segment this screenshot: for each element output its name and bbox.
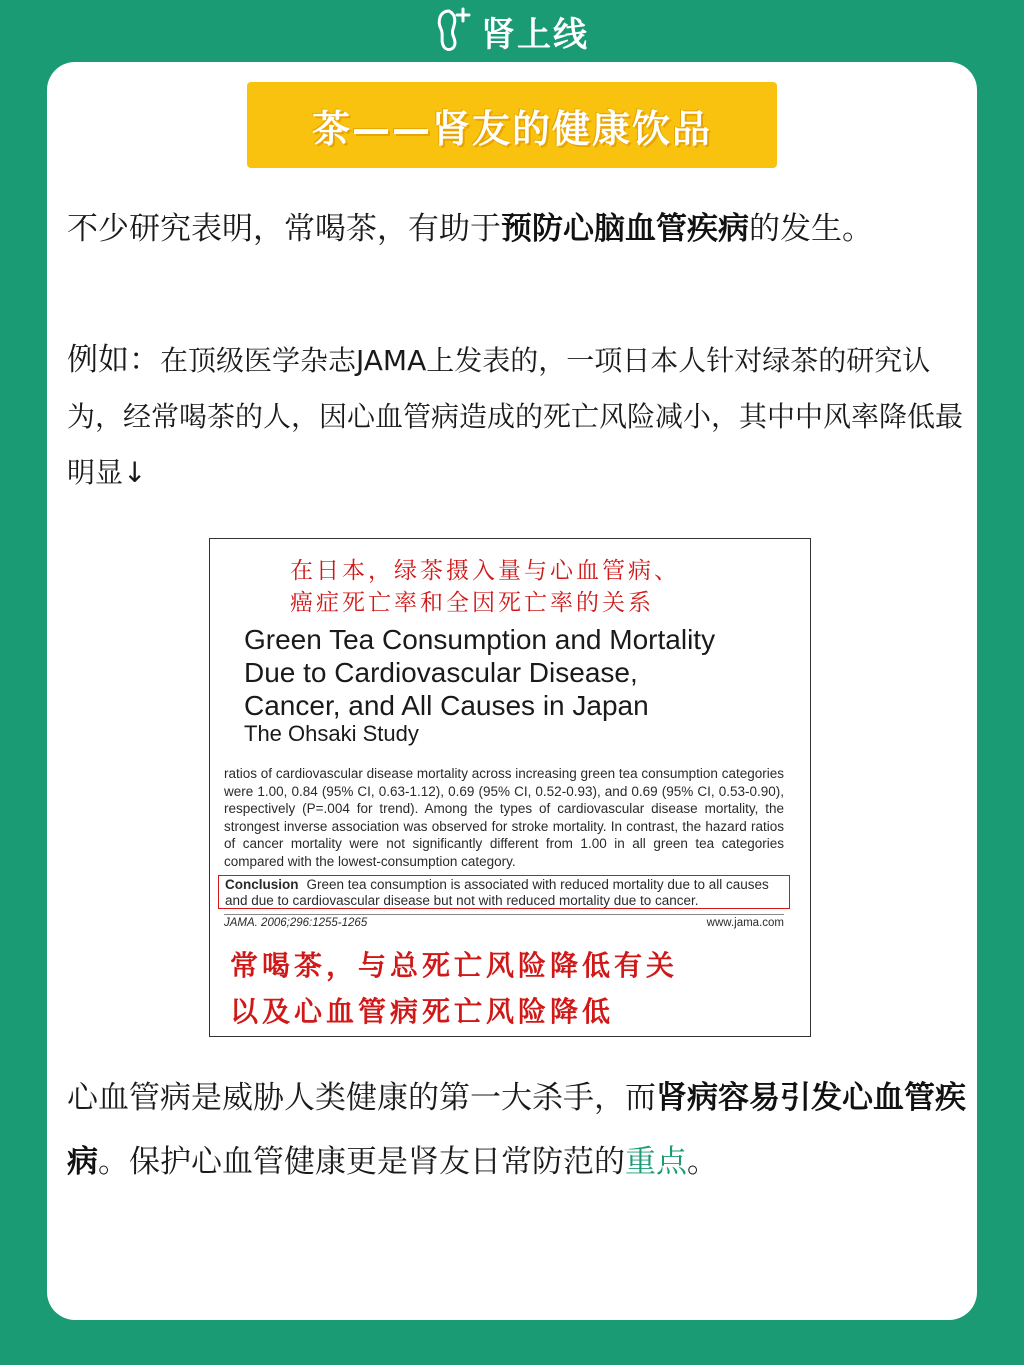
example-text: 在顶级医学杂志JAMA上发表的，一项日本人针对绿茶的研究认为，经常喝茶的人，因心血管病造成的死亡风险减小，其中中风率降低最明显↓ — [67, 344, 964, 489]
conclusion-text: Green tea consumption is associated with reduced mortality due to all causes and due to cardiovascular disease but not with reduced mortality due to cancer. — [225, 877, 769, 908]
conclusion-para-text-c: 。 — [687, 1144, 718, 1180]
figure-paper-title — [244, 623, 804, 722]
kidney-plus-icon — [435, 5, 473, 57]
example-paragraph — [67, 332, 967, 501]
conclusion-label: Conclusion — [225, 877, 299, 892]
study-figure — [209, 538, 811, 1037]
conclusion-para-bold: 肾病容易引发心血管疾病 — [67, 1080, 966, 1180]
intro-paragraph — [67, 204, 967, 254]
intro-text-b: 的发生。 — [749, 211, 873, 247]
figure-footer — [224, 914, 784, 929]
content-card — [47, 62, 977, 1320]
figure-conclusion-box — [218, 875, 790, 909]
conclusion-paragraph — [67, 1066, 967, 1194]
intro-bold: 预防心脑血管疾病 — [501, 211, 749, 247]
figure-cn-bottom-line: 常喝茶，与总死亡风险降低有关 — [230, 949, 679, 982]
intro-text-a: 不少研究表明，常喝茶，有助于 — [67, 211, 501, 247]
figure-cn-bottom-line: 以及心血管病死亡风险降低 — [230, 995, 615, 1028]
title-banner — [247, 82, 777, 168]
example-lead: 例如： — [67, 342, 160, 378]
brand-name: 肾上线 — [481, 14, 589, 55]
figure-abstract: ratios of cardiovascular disease mortality across increasing green tea consumption categories were 1.00, 0.84 (95% CI, 0.63-1.12), 0.69 (95% CI, 0.52-0.93), and 0.69 (95% CI, 0.53-0.90), respectively (P=.004 for trend). Among the types of cardiovascular disease mortality, the strongest inverse association was observed for stroke mortality. In contrast, the hazard ratios of cancer mortality were not significantly different from 1.00 in all green tea categories compared with the lowest-consumption category. — [224, 766, 784, 869]
conclusion-para-accent: 重点 — [625, 1144, 687, 1180]
paper-title-line: Cancer, and All Causes in Japan — [244, 690, 649, 721]
figure-website: www.jama.com — [706, 917, 784, 929]
figure-citation: JAMA. 2006;296:1255-1265 — [224, 917, 368, 929]
paper-title-line: Due to Cardiovascular Disease, — [244, 657, 638, 688]
figure-cn-annotation-top — [290, 555, 810, 619]
figure-cn-annotation-bottom — [230, 943, 800, 1035]
conclusion-para-text-a: 心血管病是威胁人类健康的第一大杀手，而 — [67, 1080, 656, 1116]
figure-cn-top-line: 在日本，绿茶摄入量与心血管病、 — [290, 558, 680, 584]
conclusion-para-text-b: 。保护心血管健康更是肾友日常防范的 — [98, 1144, 625, 1180]
figure-cn-top-line: 癌症死亡率和全因死亡率的关系 — [290, 590, 654, 616]
figure-paper-subtitle: The Ohsaki Study — [244, 721, 419, 746]
brand-header — [0, 0, 1024, 62]
paper-title-line: Green Tea Consumption and Mortality — [244, 624, 716, 655]
page-title: 茶——肾友的健康饮品 — [311, 106, 712, 151]
